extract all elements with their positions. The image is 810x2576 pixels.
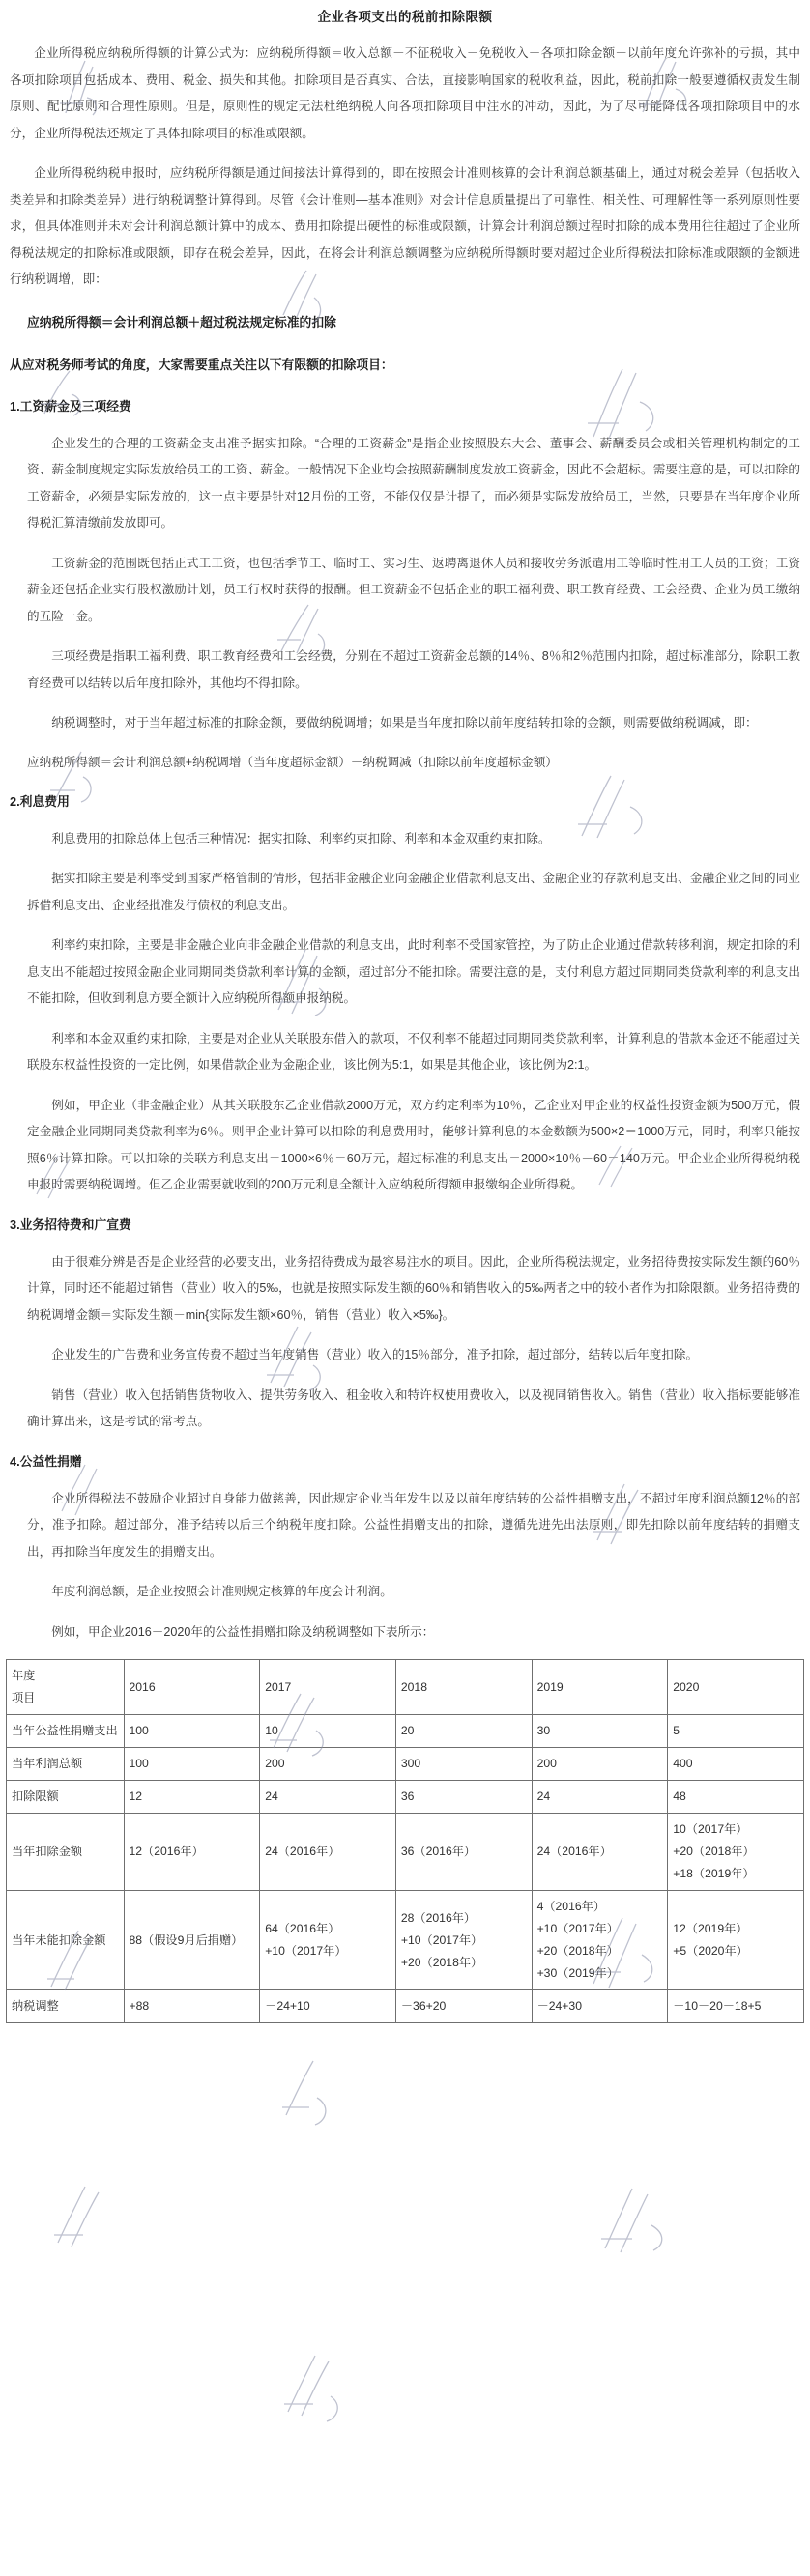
table-header-year-2019: 2019 <box>532 1660 668 1715</box>
table-cell-line: 20 <box>400 1724 415 1737</box>
table-cell-line: 24（2016年） <box>265 1845 340 1858</box>
table-cell-line: 200 <box>536 1757 557 1770</box>
table-header-year-2017: 2017 <box>260 1660 396 1715</box>
section-3-paragraph-1: 由于很难分辨是否是企业经营的必要支出，业务招待费成为最容易注水的项目。因此，企业所得税法规定，业务招待费按实际发生额的60％计算，同时还不能超过销售（营业）收入的5‰，也就是按照实际发生额的60％和销售收入的5‰两者之中的较小者作为扣除限额。业务招待费的纳税调增金额＝实际发生额－min{实际发生额×60％，销售（营业）收入×5‰}。 <box>27 1254 800 1322</box>
table-row <box>7 1781 804 1814</box>
table-cell-line: +10（2017年） <box>536 1922 619 1935</box>
table-cell-line: +10（2017年） <box>265 1944 347 1958</box>
table-cell <box>532 1891 668 1990</box>
table-cell <box>395 1990 532 2023</box>
pen-scribble-mark <box>592 2179 679 2261</box>
table-cell <box>260 1715 396 1748</box>
table-cell-line: +18（2019年） <box>673 1867 755 1880</box>
table-cell-line: +20（2018年） <box>673 1845 755 1858</box>
section-4-paragraph-1: 企业所得税法不鼓励企业超过自身能力做慈善，因此规定企业当年发生以及以前年度结转的公益性捐赠支出，不超过年度利润总额12％的部分，准予扣除。超过部分，准予结转以后三个纳税年度扣除。公益性捐赠支出的扣除，遵循先进先出法原则，即先扣除以前年度结转的捐赠支出，再扣除当年度发生的捐赠支出。 <box>27 1491 800 1559</box>
section-4-paragraph-2: 年度利润总额，是企业按照会计准则规定核算的年度会计利润。 <box>51 1585 392 1598</box>
table-cell <box>668 1748 804 1781</box>
row-label: 扣除限额 <box>7 1781 125 1814</box>
section-2-paragraph-3: 利率约束扣除，主要是非金融企业向非金融企业借款的利息支出，此时利率不受国家管控，为了防止企业通过借款转移利润，规定扣除的利息支出不能超过按照金融企业同期同类贷款利率计算的金额，超过部分不能扣除。需要注意的是，支付利息方超过同期同类贷款利率的利息支出不能扣除，但收到利息方要全额计入应纳税所得额申报纳税。 <box>27 938 800 1005</box>
table-cell-line: 4（2016年） <box>536 1900 606 1913</box>
section-heading-2: 2.利息费用 <box>10 793 70 809</box>
row-label: 当年利润总额 <box>7 1748 125 1781</box>
section-1-paragraph-4: 纳税调整时，对于当年超过标准的扣除金额，要做纳税调增；如果是当年度扣除以前年度结转扣除的金额，则需要做纳税调减，即： <box>51 716 758 730</box>
table-cell-line: 24（2016年） <box>536 1845 612 1858</box>
table-cell-line: －10－20－18+5 <box>673 1999 762 2013</box>
table-cell-line: 10（2017年） <box>673 1822 748 1836</box>
section-4-paragraph-3: 例如，甲企业2016－2020年的公益性捐赠扣除及纳税调整如下表所示： <box>51 1624 435 1639</box>
table-cell <box>395 1715 532 1748</box>
table-cell-line: 88（假设9月后捐赠） <box>129 1932 244 1947</box>
table-cell-line: 10 <box>265 1724 278 1737</box>
table-cell-line: +20（2018年） <box>536 1944 619 1958</box>
table-cell <box>532 1748 668 1781</box>
table-cell-line: －24+10 <box>265 1999 310 2013</box>
table-row <box>7 1715 804 1748</box>
table-cell <box>532 1715 668 1748</box>
table-cell <box>668 1814 804 1891</box>
section-heading-3: 3.业务招待费和广宣费 <box>10 1216 131 1232</box>
pen-scribble-mark <box>278 2053 356 2131</box>
formula-section-1: 应纳税所得额＝会计利润总额+纳税调增（当年度超标金额）－纳税调减（扣除以前年度超标金额） <box>27 755 558 769</box>
section-1-paragraph-2: 工资薪金的范围既包括正式工工资，也包括季节工、临时工、实习生、返聘离退休人员和接收劳务派遣用工等临时性用工人员的工资；工资薪金还包括企业实行股权激励计划，员工行权时获得的报酬。但工资薪金不包括企业的职工福利费、职工教育经费、工会经费、企业为员工缴纳的五险一金。 <box>27 556 800 623</box>
table-cell <box>395 1891 532 1990</box>
table-cell <box>668 1715 804 1748</box>
table-row <box>7 1814 804 1891</box>
table-cell-line: 300 <box>400 1757 421 1770</box>
section-1-paragraph-3: 三项经费是指职工福利费、职工教育经费和工会经费，分别在不超过工资薪金总额的14％、8％和2％范围内扣除，超过标准部分，除职工教育经费可以结转以后年度扣除外，其他均不得扣除。 <box>27 649 800 690</box>
table-cell-line: 36 <box>400 1789 415 1803</box>
table-header-year-2020: 2020 <box>668 1660 804 1715</box>
lead-in-text: 从应对税务师考试的角度，大家需要重点关注以下有限额的扣除项目： <box>10 357 393 372</box>
table-cell-line: 12（2019年） <box>673 1922 748 1935</box>
table-cell-line: －24+30 <box>536 1999 582 2013</box>
section-heading-1: 1.工资薪金及三项经费 <box>10 398 131 414</box>
page-title: 企业各项支出的税前扣除限额 <box>317 10 493 24</box>
table-cell <box>260 1891 396 1990</box>
row-label: 纳税调整 <box>7 1990 125 2023</box>
table-cell-line: 36（2016年） <box>400 1845 477 1858</box>
corner-header-bottom: 项目 <box>12 1691 36 1704</box>
table-cell <box>124 1814 260 1891</box>
table-cell-line: 5 <box>673 1724 680 1737</box>
table-cell-line: 24 <box>536 1789 551 1803</box>
table-header-year-2016: 2016 <box>124 1660 260 1715</box>
table-header-year-2018: 2018 <box>395 1660 532 1715</box>
donation-deduction-table <box>6 1659 804 2023</box>
table-cell <box>395 1814 532 1891</box>
table-row <box>7 1748 804 1781</box>
formula-taxable-income: 应纳税所得额＝会计利润总额＋超过税法规定标准的扣除 <box>27 314 336 329</box>
table-cell <box>260 1781 396 1814</box>
table-cell <box>260 1748 396 1781</box>
table-cell-line: +5（2020年） <box>673 1944 748 1958</box>
section-2-paragraph-4: 利率和本金双重约束扣除，主要是对企业从关联股东借入的款项，不仅利率不能超过同期同类贷款利率，计算利息的借款本金还不能超过关联股东权益性投资的一定比例，如果借款企业为金融企业，该比例为5:1，如果是其他企业，该比例为2:1。 <box>27 1031 800 1072</box>
table-cell-line: 200 <box>265 1757 285 1770</box>
row-label: 当年未能扣除金额 <box>7 1891 125 1990</box>
section-2-paragraph-5: 例如，甲企业（非金融企业）从其关联股东乙企业借款2000万元，双方约定利率为10％，乙企业对甲企业的权益性投资金额为500万元，假定金融企业同期同类贷款利率为6％。则甲企业计算可以扣除的利息费用时，能够计算利息的本金数额为500×2＝1000万元，同时，利率只能按照6％计算扣除。可以扣除的关联方利息支出＝1000×6％＝60万元，超过标准的利息支出＝2000×10％－60＝140万元。甲企业企业所得税纳税申报时需要纳税调增。但乙企业需要就收到的200万元利息全额计入应纳税所得额申报缴纳企业所得税。 <box>27 1098 800 1191</box>
table-corner-header <box>7 1660 125 1715</box>
table-cell-line: 12（2016年） <box>129 1845 204 1858</box>
table-cell <box>668 1891 804 1990</box>
table-cell <box>124 1990 260 2023</box>
table-body <box>7 1660 804 2023</box>
table-cell-line: +88 <box>129 1999 150 2013</box>
table-cell-line: 24 <box>265 1789 278 1803</box>
section-1-paragraph-1: 企业发生的合理的工资薪金支出准予据实扣除。“合理的工资薪金”是指企业按照股东大会、董事会、薪酬委员会或相关管理机构制定的工资、薪金制度规定实际发放给员工的工资、薪金。一般情况下企业均会按照薪酬制度发放工资薪金，因此不会超标。需要注意的是，可以扣除的工资薪金，必须是实际发放的，这一点主要是针对12月份的工资，不能仅仅是计提了，而必须是实际发放给员工，当然，只要是在当年度企业所得税汇算清缴前发放即可。 <box>27 436 800 530</box>
table-cell-line: －36+20 <box>400 1999 447 2013</box>
pen-scribble-mark <box>48 2179 126 2256</box>
table-cell <box>124 1748 260 1781</box>
table-cell <box>124 1715 260 1748</box>
table-row <box>7 1990 804 2023</box>
section-2-paragraph-1: 利息费用的扣除总体上包括三种情况：据实扣除、利率约束扣除、利率和本金双重约束扣除。 <box>51 831 551 845</box>
table-cell-line: +10（2017年） <box>400 1932 483 1947</box>
table-cell-line: 400 <box>673 1757 693 1770</box>
table-cell <box>532 1990 668 2023</box>
table-cell-line: +30（2019年） <box>536 1966 619 1980</box>
table-cell <box>532 1781 668 1814</box>
table-cell-line: 64（2016年） <box>265 1922 340 1935</box>
table-cell <box>124 1781 260 1814</box>
table-cell <box>668 1990 804 2023</box>
section-3-paragraph-3: 销售（营业）收入包括销售货物收入、提供劳务收入、租金收入和特许权使用费收入，以及视同销售收入。销售（营业）收入指标要能够准确计算出来，这是考试的常考点。 <box>27 1388 800 1428</box>
table-cell-line: 30 <box>536 1724 551 1737</box>
table-cell <box>395 1781 532 1814</box>
table-cell-line: 48 <box>673 1789 686 1803</box>
section-3-paragraph-2: 企业发生的广告费和业务宣传费不超过当年度销售（营业）收入的15％部分，准予扣除，超过部分，结转以后年度扣除。 <box>51 1348 699 1361</box>
table-header-row <box>7 1660 804 1715</box>
table-cell-line: 28（2016年） <box>400 1910 477 1925</box>
corner-header-top: 年度 <box>12 1669 36 1682</box>
table-cell <box>532 1814 668 1891</box>
table-cell <box>668 1781 804 1814</box>
row-label: 当年公益性捐赠支出 <box>7 1715 125 1748</box>
table-cell-line: 12 <box>129 1789 143 1803</box>
table-cell-line: +20（2018年） <box>400 1955 483 1969</box>
table-cell-line: 100 <box>129 1724 149 1737</box>
row-label: 当年扣除金额 <box>7 1814 125 1891</box>
paragraph-intro-1: 企业所得税应纳税所得额的计算公式为：应纳税所得额＝收入总额－不征税收入－免税收入－各项扣除金额－以前年度允许弥补的亏损，其中各项扣除项目包括成本、费用、税金、损失和其他。扣除项目是否真实、合法，直接影响国家的税收利益，因此，税前扣除一般要遵循权责发生制原则、配比原则和合理性原则。但是，原则性的规定无法杜绝纳税人向各项扣除项目中注水的冲动，因此，为了尽可能降低各项扣除项目中的水分，企业所得税法还规定了具体扣除项目的标准或限额。 <box>10 46 800 140</box>
pen-scribble-mark <box>278 2348 356 2425</box>
table-cell <box>260 1990 396 2023</box>
section-heading-4: 4.公益性捐赠 <box>10 1453 82 1469</box>
table-cell <box>395 1748 532 1781</box>
section-2-paragraph-2: 据实扣除主要是利率受到国家严格管制的情形，包括非金融企业向金融企业借款利息支出、金融企业的存款利息支出、金融企业之间的同业拆借利息支出、企业经批准发行债权的利息支出。 <box>27 872 800 912</box>
table-cell-line: 100 <box>129 1757 149 1770</box>
paragraph-intro-2: 企业所得税纳税申报时，应纳税所得额是通过间接法计算得到的，即在按照会计准则核算的会计利润总额基础上，通过对税会差异（包括收入类差异和扣除类差异）进行纳税调整计算得到。尽管《会计准则—基本准则》对会计信息质量提出了可靠性、相关性、可理解性等一系列原则性要求，但具体准则并未对会计利润总额计算中的成本、费用扣除提出硬性的标准或限额，计算会计利润总额过程时扣除的成本费用往往超过了企业所得税法规定的扣除标准或限额，即存在税会差异，因此，在将会计利润总额调整为应纳税所得额时要对超过企业所得税法扣除标准或限额的金额进行纳税调增，即： <box>10 166 800 286</box>
table-cell <box>260 1814 396 1891</box>
table-row <box>7 1891 804 1990</box>
table-cell <box>124 1891 260 1990</box>
